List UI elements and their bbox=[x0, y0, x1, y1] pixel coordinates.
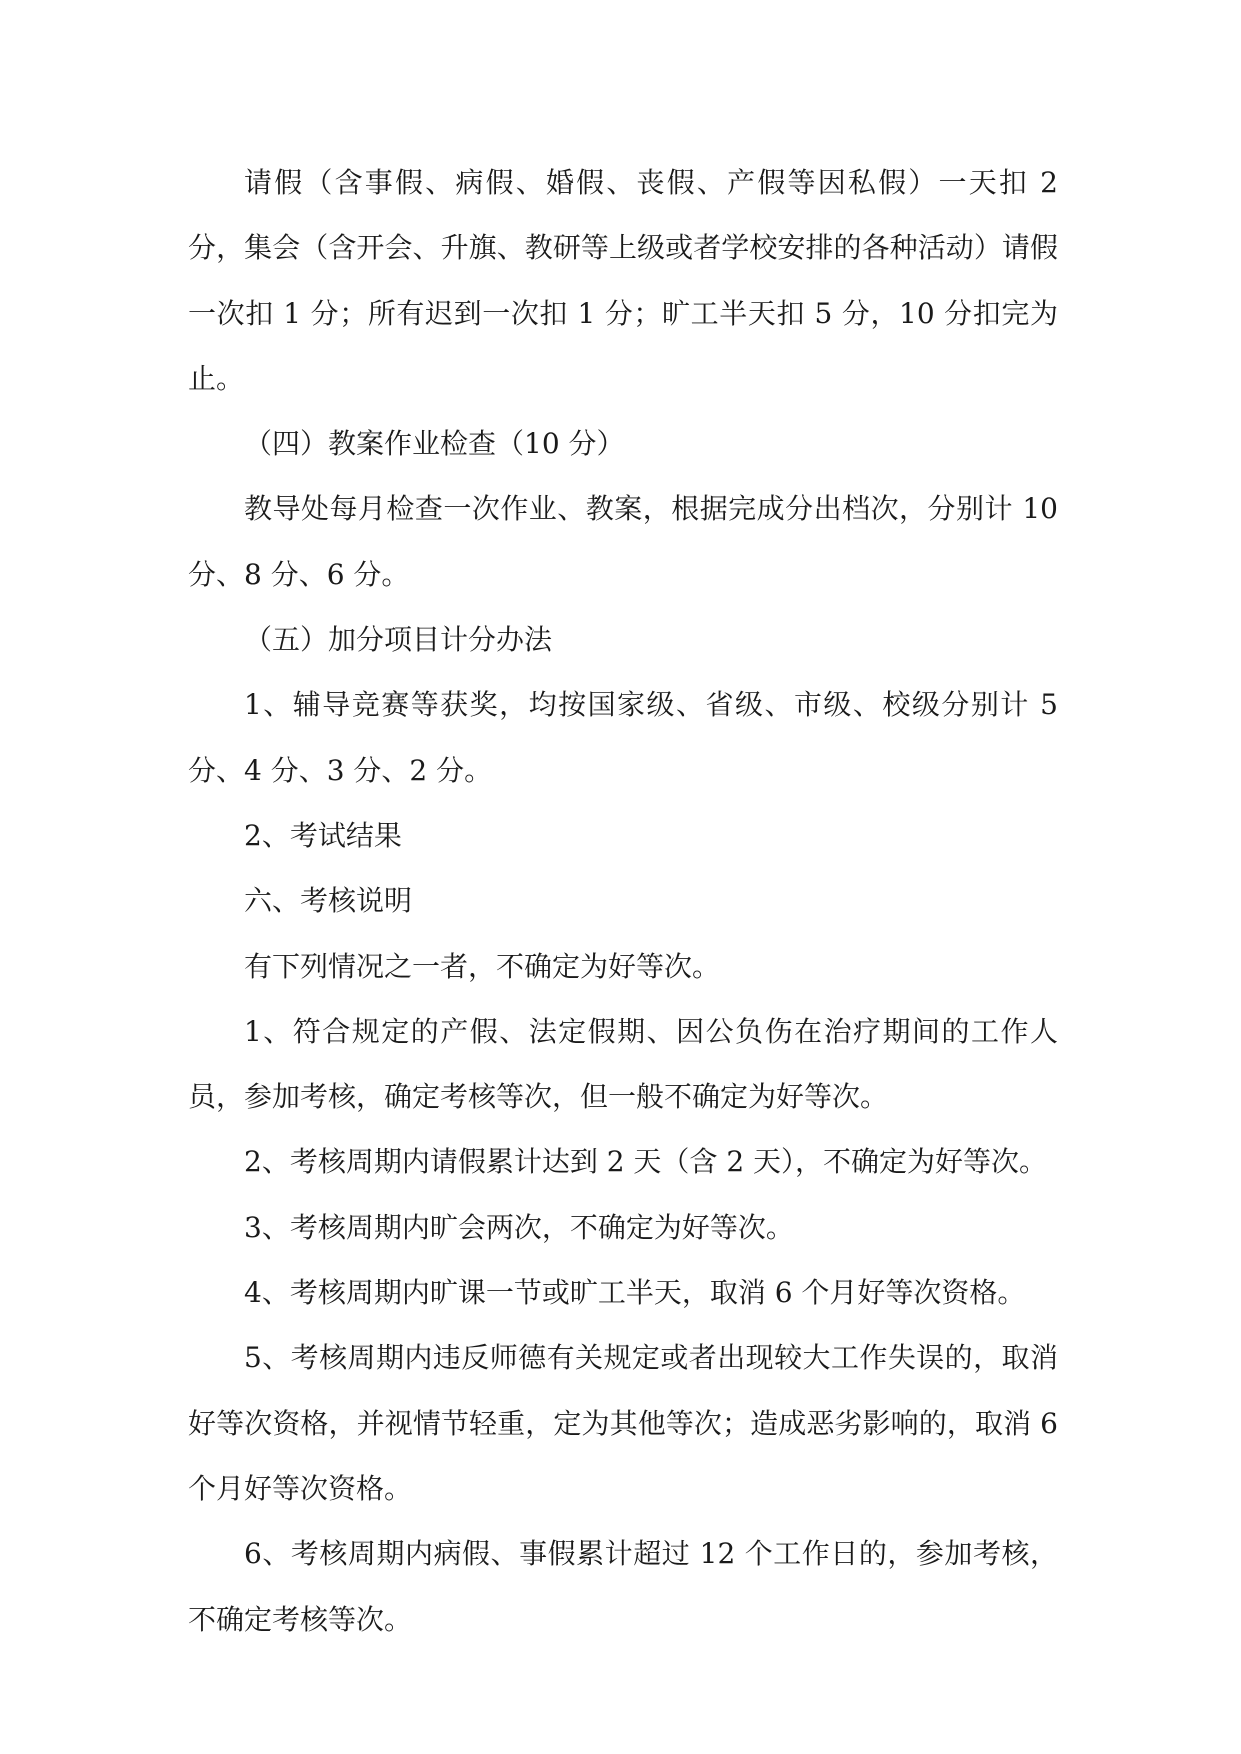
list-item-condition-3: 3、考核周期内旷会两次，不确定为好等次。 bbox=[244, 1210, 794, 1244]
list-item-condition-2: 2、考核周期内请假累计达到 2 天（含 2 天），不确定为好等次。 bbox=[244, 1145, 1048, 1179]
list-item-condition-5: 5、考核周期内违反师德有关规定或者出现较大工作失误的，取消好等次资格，并视情节轻重，定为其他等次；造成恶劣影响的，取消 6 个月好等次资格。 bbox=[188, 1341, 1058, 1505]
heading-assessment-notes: 六、考核说明 bbox=[244, 884, 413, 918]
list-item-condition-1: 1、符合规定的产假、法定假期、因公负伤在治疗期间的工作人员，参加考核，确定考核等次，但一般不确定为好等次。 bbox=[188, 1014, 1058, 1114]
paragraph-conditions-intro: 有下列情况之一者，不确定为好等次。 bbox=[244, 949, 721, 983]
paragraph-exam-results: 2、考试结果 bbox=[244, 818, 402, 852]
heading-bonus-items: （五）加分项目计分办法 bbox=[244, 623, 553, 657]
paragraph-lesson-plan-check: 教导处每月检查一次作业、教案，根据完成分出档次，分别计 10 分、8 分、6 分。 bbox=[188, 492, 1058, 591]
heading-lesson-plan-check: （四）教案作业检查（10 分） bbox=[244, 427, 625, 461]
document-page bbox=[188, 150, 1058, 1652]
list-item-condition-6: 6、考核周期内病假、事假累计超过 12 个工作日的，参加考核，不确定考核等次。 bbox=[188, 1537, 1058, 1636]
paragraph-bonus-competition: 1、辅导竞赛等获奖，均按国家级、省级、市级、校级分别计 5 分、4 分、3 分、2 分。 bbox=[188, 688, 1058, 787]
list-item-condition-4: 4、考核周期内旷课一节或旷工半天，取消 6 个月好等次资格。 bbox=[244, 1276, 1026, 1310]
paragraph-leave-rules: 请假（含事假、病假、婚假、丧假、产假等因私假）一天扣 2 分，集会（含开会、升旗、教研等上级或者学校安排的各种活动）请假一次扣 1 分；所有迟到一次扣 1 分；旷工半天扣 5 分，10 分扣完为止。 bbox=[188, 166, 1058, 395]
